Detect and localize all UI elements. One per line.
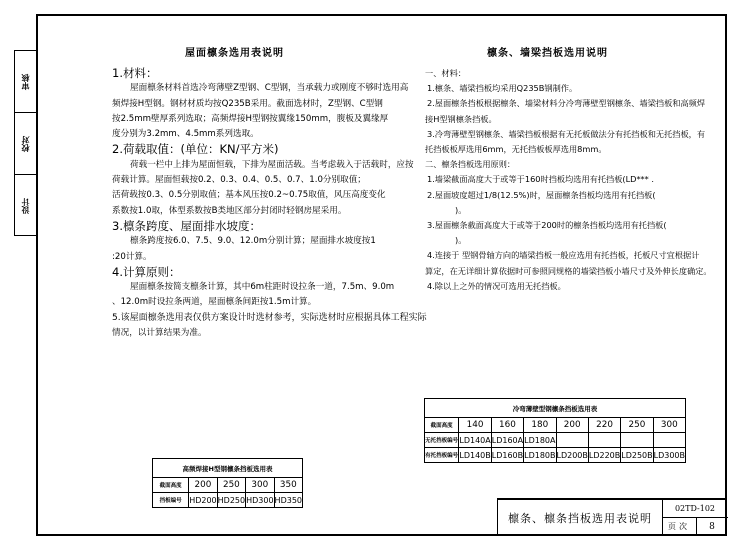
page-number: 8 [709,521,715,532]
left-line: 系数按1.0取，体型系数按B类地区部分封闭时轻钢房屋采用。 [112,205,347,216]
left-line: 频焊接H型钢。钢材材质均按Q235B采用。截面选材时，Z型钢、C型钢 [112,98,383,109]
table-caption: 冷弯薄壁型钢檩条挡板选用表 [425,399,686,418]
side-cell-check [15,113,36,175]
table-cell: 200 [556,418,588,433]
left-line: 1.材料： [112,66,158,80]
row-header: 有托挡板编号 [425,448,459,463]
table-cell: HD250 [217,493,245,508]
right-line: 4.除以上之外的情况可选用无托挡板。 [427,280,566,291]
table-row [153,493,303,508]
left-line: 屋面檩条材料首选冷弯薄壁Z型钢、C型钢，当承载力或刚度不够时选用高 [130,83,409,94]
row-header: 无托挡板编号 [425,433,459,448]
table-row [425,418,686,433]
right-line: 1.檩条、墙梁挡板均采用Q235B钢制作。 [427,83,578,94]
h-section-baffle-table [152,458,303,508]
table-cell: 300 [653,418,685,433]
right-notes [425,66,712,294]
table-cell: LD220B [588,448,620,463]
side-label-design: 设计 [21,198,30,214]
table-cell: LD160A [491,433,523,448]
atlas-code: 02TD-102 [662,500,728,518]
left-line: :20计算。 [112,251,152,262]
right-line: 1.墙梁截面高度大于或等于160时挡板均选用有托挡板(LD*** . [427,174,654,185]
table-cell: HD350 [274,493,302,508]
row-header: 截面高度 [425,418,459,433]
row-header: 挡板编号 [153,493,189,508]
table-caption: 高频焊接H型钢檩条挡板选用表 [153,459,303,478]
page-label: 页次 [662,517,697,536]
left-line: 3.檩条跨度、屋面排水坡度： [112,218,261,233]
cold-formed-baffle-table [424,398,686,463]
left-line: 2.荷载取值：(单位：KN/平方米) [112,142,279,157]
left-line: 檩条跨度按6.0、7.5、9.0、12.0m分别计算；屋面排水坡度按1 [130,236,376,247]
side-label-review: 审核 [21,73,30,90]
table-cell: LD160B [491,448,523,463]
right-line: )。 [455,204,467,215]
right-line: 2.屋面檩条挡板根据檩条、墙梁材料分冷弯薄壁型钢檩条、墙梁挡板和高频焊 [427,98,706,109]
table-cell: 180 [524,418,556,433]
left-line: 、12.0m时设拉条两道，屋面檩条间距按1.5m计算。 [112,297,317,308]
right-line: 3.屋面檩条截面高度大于或等于200时的檩条挡板均选用有托挡板( [427,220,667,231]
table-cell: 250 [217,478,245,493]
left-line: 情况，以计算结果为准。 [112,328,207,339]
left-notes [112,66,427,341]
table-cell: LD200B [556,448,588,463]
left-section-title: 屋面檩条选用表说明 [185,48,284,59]
right-line: )。 [455,235,467,246]
right-line: 一、材料： [425,68,466,78]
left-line: 5.该屋面檩条选用表仅供方案设计时选材参考，实际选材时应根据具体工程实际 [112,312,427,323]
table-cell: LD140B [459,448,491,463]
table-cell [621,433,653,448]
drawing-title: 檩条、檩条挡板选用表说明 [498,500,663,536]
table-cell: LD180B [524,448,556,463]
table-cell: HD300 [246,493,274,508]
table-cell: LD140A [459,433,491,448]
table-row [425,448,686,463]
table-cell: LD250B [621,448,653,463]
side-cell-review [15,51,36,113]
right-line: 二、檩条挡板选用原则： [425,159,516,170]
table-cell: 160 [491,418,523,433]
right-line: 算定，在无详细计算依据时可参照同规格的墙梁挡板小墙尺寸及外伸长度确定。 [425,265,712,276]
side-label-check: 校对 [21,135,30,152]
table-row [425,433,686,448]
table-row [153,478,303,493]
table-cell [556,433,588,448]
right-line: 托挡板板厚选用6mm，无托挡板板厚选用8mm。 [425,144,607,155]
table-cell: 350 [274,478,302,493]
left-line: 度分别为3.2mm、4.5mm系列选取。 [112,129,259,140]
left-line: 屋面檩条按简支檩条计算，其中6m柱距时设拉条一道，7.5m、9.0m [130,282,395,293]
left-line: 按2.5mm壁厚系列选取；高频焊接H型钢按翼缘150mm，腹板及翼缘厚 [112,113,389,124]
row-header: 截面高度 [153,478,189,493]
side-cell-design [15,175,36,237]
left-line: 4.计算原则： [112,264,181,279]
table-cell: LD180A [524,433,556,448]
table-cell: LD300B [653,448,685,463]
table-cell: 300 [246,478,274,493]
right-line: 接H型钢檩条挡板。 [425,113,497,124]
left-line: 荷载一栏中上排为屋面恒载，下排为屋面活载。当考虑载入于活载时，应按 [130,159,414,170]
right-line: 2.屋面坡度超过1/8(12.5%)时，屋面檩条挡板均选用有托挡板( [427,189,656,200]
left-line: 荷载计算。屋面恒载按0.2、0.3、0.4、0.5、0.7、1.0分别取值； [112,175,366,186]
table-cell: 200 [189,478,217,493]
title-block [497,498,727,536]
right-line: 3.冷弯薄壁型钢檩条、墙梁挡板根据有无托板做法分有托挡板和无托挡板，有 [427,128,706,139]
left-line: 活荷载按0.3、0.5分别取值；基本风压按0.2~0.75取值，风压高度变化 [112,190,386,201]
table-cell [653,433,685,448]
right-section-title: 檩条、墙梁挡板选用说明 [487,48,608,59]
table-cell [588,433,620,448]
table-cell: 140 [459,418,491,433]
table-cell: 220 [588,418,620,433]
revision-strip [14,50,36,236]
table-cell: HD200 [189,493,217,508]
table-cell: 250 [621,418,653,433]
right-line: 4.连接于 型钢骨轴方向的墙梁挡板一般应选用有托挡板，托板尺寸宜根据计 [427,250,700,261]
